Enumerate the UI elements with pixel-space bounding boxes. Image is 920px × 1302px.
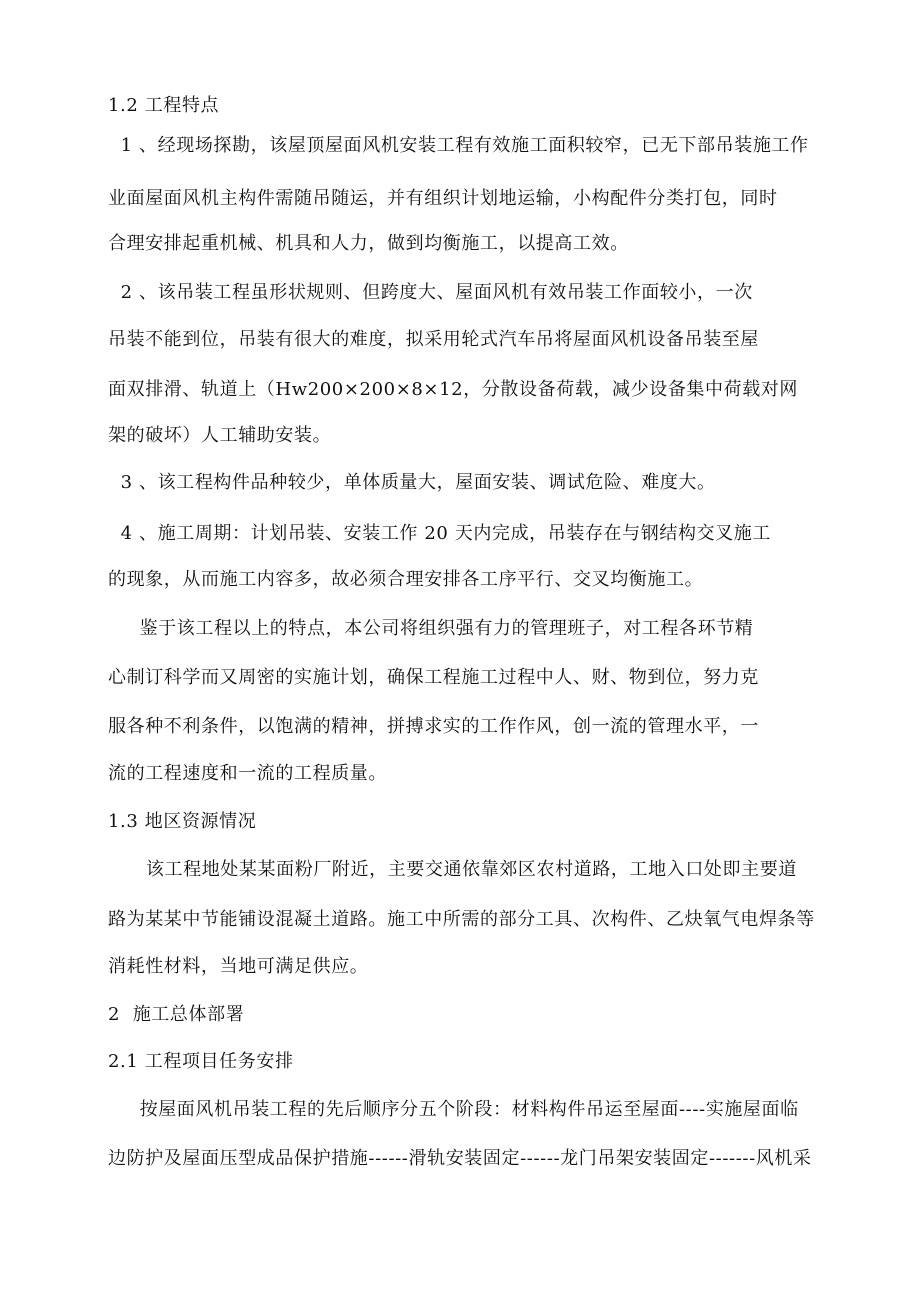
paragraph-line: 面双排滑、轨道上（Hw200×200×8×12，分散设备荷载，减少设备集中荷载对网 (108, 379, 799, 400)
paragraph-line: 边防护及屋面压型成品保护措施------滑轨安装固定------龙门吊架安装固定-------风机采 (108, 1148, 812, 1169)
paragraph-line: 3 、该工程构件品种较少，单体质量大，屋面安装、调试危险、难度大。 (108, 472, 716, 493)
section-heading-2: 2 施工总体部署 (108, 1004, 245, 1025)
paragraph-line: 架的破坏）人工辅助安装。 (108, 425, 332, 446)
paragraph-line: 鉴于该工程以上的特点，本公司将组织强有力的管理班子，对工程各环节精 (108, 618, 754, 639)
paragraph-line: 按屋面风机吊装工程的先后顺序分五个阶段：材料构件吊运至屋面----实施屋面临 (108, 1099, 799, 1120)
paragraph-line: 流的工程速度和一流的工程质量。 (108, 763, 387, 784)
paragraph-line: 4 、施工周期：计划吊装、安装工作 20 天内完成，吊装存在与钢结构交叉施工 (108, 523, 771, 544)
paragraph-line: 该工程地处某某面粉厂附近，主要交通依靠郊区农村道路，工地入口处即主要道 (108, 859, 797, 880)
paragraph-line: 服各种不利条件，以饱满的精神，拼搏求实的工作作风，创一流的管理水平，一 (108, 716, 759, 737)
section-heading-2-1: 2.1 工程项目任务安排 (108, 1051, 294, 1072)
section-heading-1-3: 1.3 地区资源情况 (108, 811, 257, 832)
paragraph-line: 业面屋面风机主构件需随吊随运，并有组织计划地运输，小构配件分类打包，同时 (108, 188, 778, 209)
paragraph-line: 消耗性材料，当地可满足供应。 (108, 956, 369, 977)
paragraph-line: 合理安排起重机械、机具和人力，做到均衡施工，以提高工效。 (108, 233, 629, 254)
paragraph-line: 心制订科学而又周密的实施计划，确保工程施工过程中人、财、物到位，努力克 (108, 667, 759, 688)
section-heading-1-2: 1.2 工程特点 (108, 95, 220, 116)
paragraph-line: 2 、该吊装工程虽形状规则、但跨度大、屋面风机有效吊装工作面较小，一次 (108, 282, 753, 303)
paragraph-line: 吊装不能到位，吊装有很大的难度，拟采用轮式汽车吊将屋面风机设备吊装至屋 (108, 329, 759, 350)
paragraph-line: 路为某某中节能铺设混凝土道路。施工中所需的部分工具、次构件、乙炔氧气电焊条等 (108, 909, 815, 930)
paragraph-line: 的现象，从而施工内容多，故必须合理安排各工序平行、交叉均衡施工。 (108, 569, 704, 590)
paragraph-line: 1 、经现场探勘，该屋顶屋面风机安装工程有效施工面积较窄，已无下部吊装施工作 (108, 135, 809, 156)
